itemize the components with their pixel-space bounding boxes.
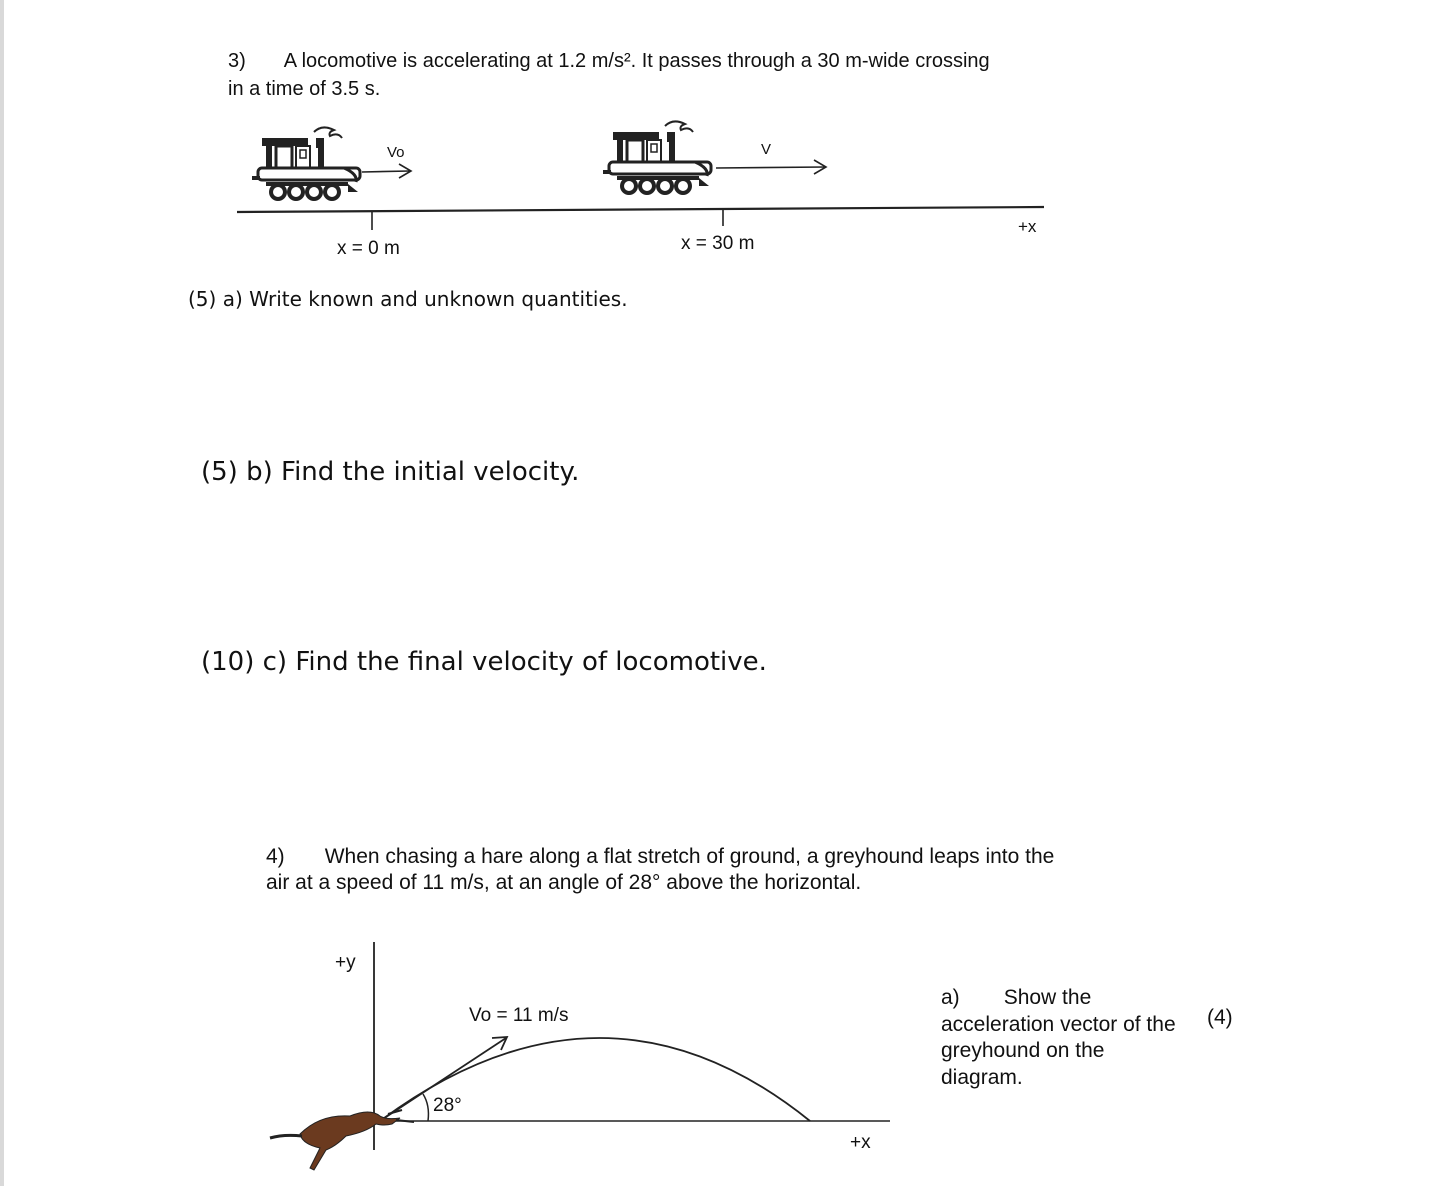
v-label: V — [761, 141, 772, 158]
q4-x-axis-label: +x — [850, 1132, 871, 1153]
greyhound-icon — [270, 1110, 414, 1170]
angle-label: 28° — [433, 1095, 462, 1116]
q4-statement: When chasing a hare along a flat stretch of ground, a greyhound leaps into the — [324, 845, 1055, 868]
q4-part-a-label: a) — [941, 986, 960, 1009]
v0-arrow — [362, 164, 411, 178]
q4-part-a-text: Show the acceleration vector of the greyhound on the diagram. — [941, 986, 1176, 1089]
angle-arc — [423, 1094, 428, 1121]
launch-velocity-label: Vo = 11 m/s — [469, 1005, 569, 1026]
q3-part-b: (5) b) Find the initial velocity. — [201, 457, 580, 487]
q3-part-c: (10) c) Find the final velocity of locomotive. — [201, 647, 767, 677]
x-end-label: x = 30 m — [681, 233, 755, 254]
x-axis-label: +x — [1018, 217, 1037, 236]
q4-text-line1 — [266, 845, 1054, 869]
q3-text-line2: in a time of 3.5 s. — [228, 78, 381, 100]
q3-part-a: (5) a) Write known and unknown quantities. — [188, 287, 628, 311]
q4-part-a-marks: (4) — [1207, 1006, 1233, 1029]
v-arrow — [716, 160, 826, 174]
q3-number: 3) — [228, 50, 246, 72]
q3-statement: A locomotive is accelerating at 1.2 m/s². It passes through a 30 m-wide crossing — [283, 50, 990, 72]
track-axis-line — [237, 207, 1044, 212]
x-start-label: x = 0 m — [337, 238, 400, 259]
q4-text-line2: air at a speed of 11 m/s, at an angle of 28° above the horizontal. — [266, 871, 862, 894]
y-axis-label: +y — [335, 952, 356, 973]
q4-number: 4) — [266, 845, 285, 868]
locomotive-icon-start — [252, 127, 360, 199]
q4-part-a — [941, 985, 1181, 1091]
locomotive-icon-end — [603, 121, 711, 193]
v0-label: Vo — [387, 144, 405, 161]
